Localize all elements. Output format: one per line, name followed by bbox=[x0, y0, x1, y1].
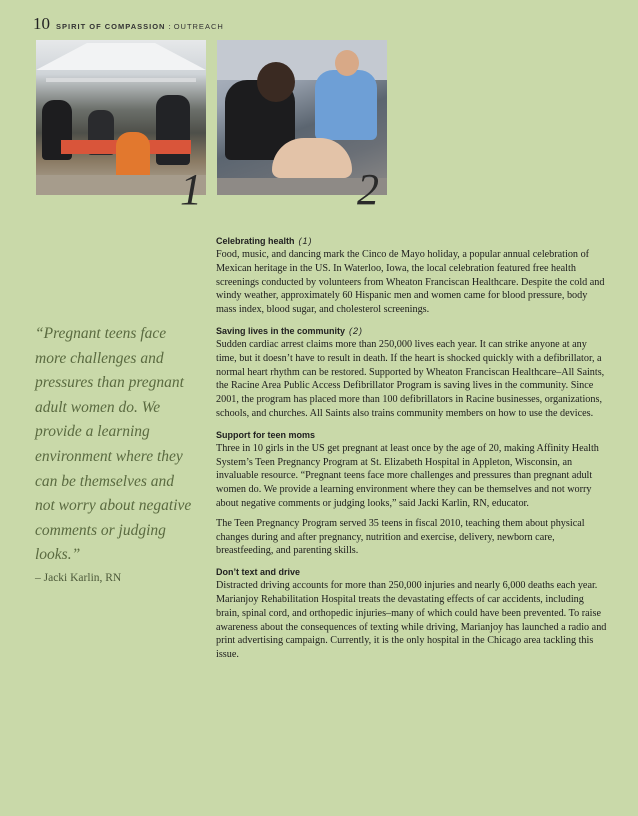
story-text-and-drive bbox=[216, 567, 608, 662]
story-heading-text: Saving lives in the community bbox=[216, 325, 346, 336]
story-celebrating-health bbox=[216, 236, 608, 317]
photo-number-1: 1 bbox=[180, 165, 202, 214]
story-heading bbox=[216, 567, 608, 577]
photo-number-2: 2 bbox=[357, 165, 379, 214]
story-photo-ref: (2) bbox=[349, 325, 364, 336]
trainee-head bbox=[257, 62, 295, 102]
tent-frame bbox=[46, 78, 196, 82]
story-teen-moms bbox=[216, 430, 608, 558]
story-paragraph: Distracted driving accounts for more than 250,000 injuries and nearly 6,000 deaths each year. Marianjoy Rehabilitation Hospital treats the devastating effects of car accidents, including brain, spinal cord, and orthopedic injuries–many of which could have been prevented. To raise awareness about the consequences of texting while driving, Marianjoy has launched a radio and print advertising campaign. Currently, it is the only hospital in the Chicago area tackling this issue. bbox=[216, 580, 607, 661]
story-heading bbox=[216, 430, 608, 440]
person-standing bbox=[156, 95, 190, 165]
instructor-blue-shirt bbox=[315, 70, 377, 140]
story-heading bbox=[216, 236, 608, 246]
story-paragraph: Food, music, and dancing mark the Cinco de Mayo holiday, a popular annual celebration of Mexican heritage in the US. In Waterloo, Iowa, the local celebration featured free health screenings conducted by volunteers from Wheaton Franciscan Healthcare. Despite the cold and windy weather, approximately 60 Hispanic men and women came for blood pressure, body mass index, blood sugar, and cholesterol screenings. bbox=[216, 249, 605, 316]
story-photo-ref: (1) bbox=[298, 236, 313, 246]
story-paragraph: The Teen Pregnancy Program served 35 teens in fiscal 2010, teaching them about physical changes during and after pregnancy, nutrition and exercise, delivery, newborn care, breastfeeding, and parenting skills. bbox=[216, 517, 585, 557]
story-heading bbox=[216, 326, 608, 336]
section-separator: : bbox=[168, 22, 171, 31]
section-subtitle: OUTREACH bbox=[173, 22, 224, 31]
story-heading-text: Celebrating health bbox=[216, 236, 295, 246]
story-heading-text: Support for teen moms bbox=[216, 429, 316, 440]
pull-quote bbox=[35, 322, 195, 584]
story-heading-text: Don’t text and drive bbox=[216, 567, 301, 578]
page-number: 10 bbox=[33, 14, 50, 33]
article-body bbox=[216, 236, 608, 671]
page-header bbox=[33, 14, 224, 34]
section-name: SPIRIT OF COMPASSION bbox=[56, 22, 166, 31]
cpr-mannequin bbox=[272, 138, 352, 178]
instructor-head bbox=[335, 50, 359, 76]
tent-canopy bbox=[36, 40, 206, 70]
pull-quote-text: “Pregnant teens face more challenges and pressures than pregnant adult women do. We provide a learning environment where they can be themselves and not worry about negative comments or judging looks.” bbox=[35, 325, 192, 564]
story-paragraph: Three in 10 girls in the US get pregnant at least once by the age of 20, making Affinity Health System’s Teen Pregnancy Program at St. Elizabeth Hospital in Appleton, Wisconsin, an invaluable resource. “Pregnant teens face more challenges and pressures than pregnant adult women do. We provide a learning environment where they can be themselves and not worry about negative comments or judging looks,” said Jacki Karlin, RN, educator. bbox=[216, 442, 599, 509]
pull-quote-attribution: – Jacki Karlin, RN bbox=[35, 571, 122, 584]
story-saving-lives bbox=[216, 326, 608, 421]
story-paragraph: Sudden cardiac arrest claims more than 250,000 lives each year. It can strike anyone at any time, but it doesn’t have to result in death. If the heart is shocked quickly with a defibrillator, a normal heart rhythm can be restored. Supported by Wheaton Franciscan Healthcare–All Saints, the Racine Area Public Access Defibrillator Program is saving lives in the community. Since 2001, the program has placed more than 100 defibrillators in Racine businesses, organizations, schools, and churches. All Saints also trains community members on how to use the devices. bbox=[216, 338, 605, 419]
